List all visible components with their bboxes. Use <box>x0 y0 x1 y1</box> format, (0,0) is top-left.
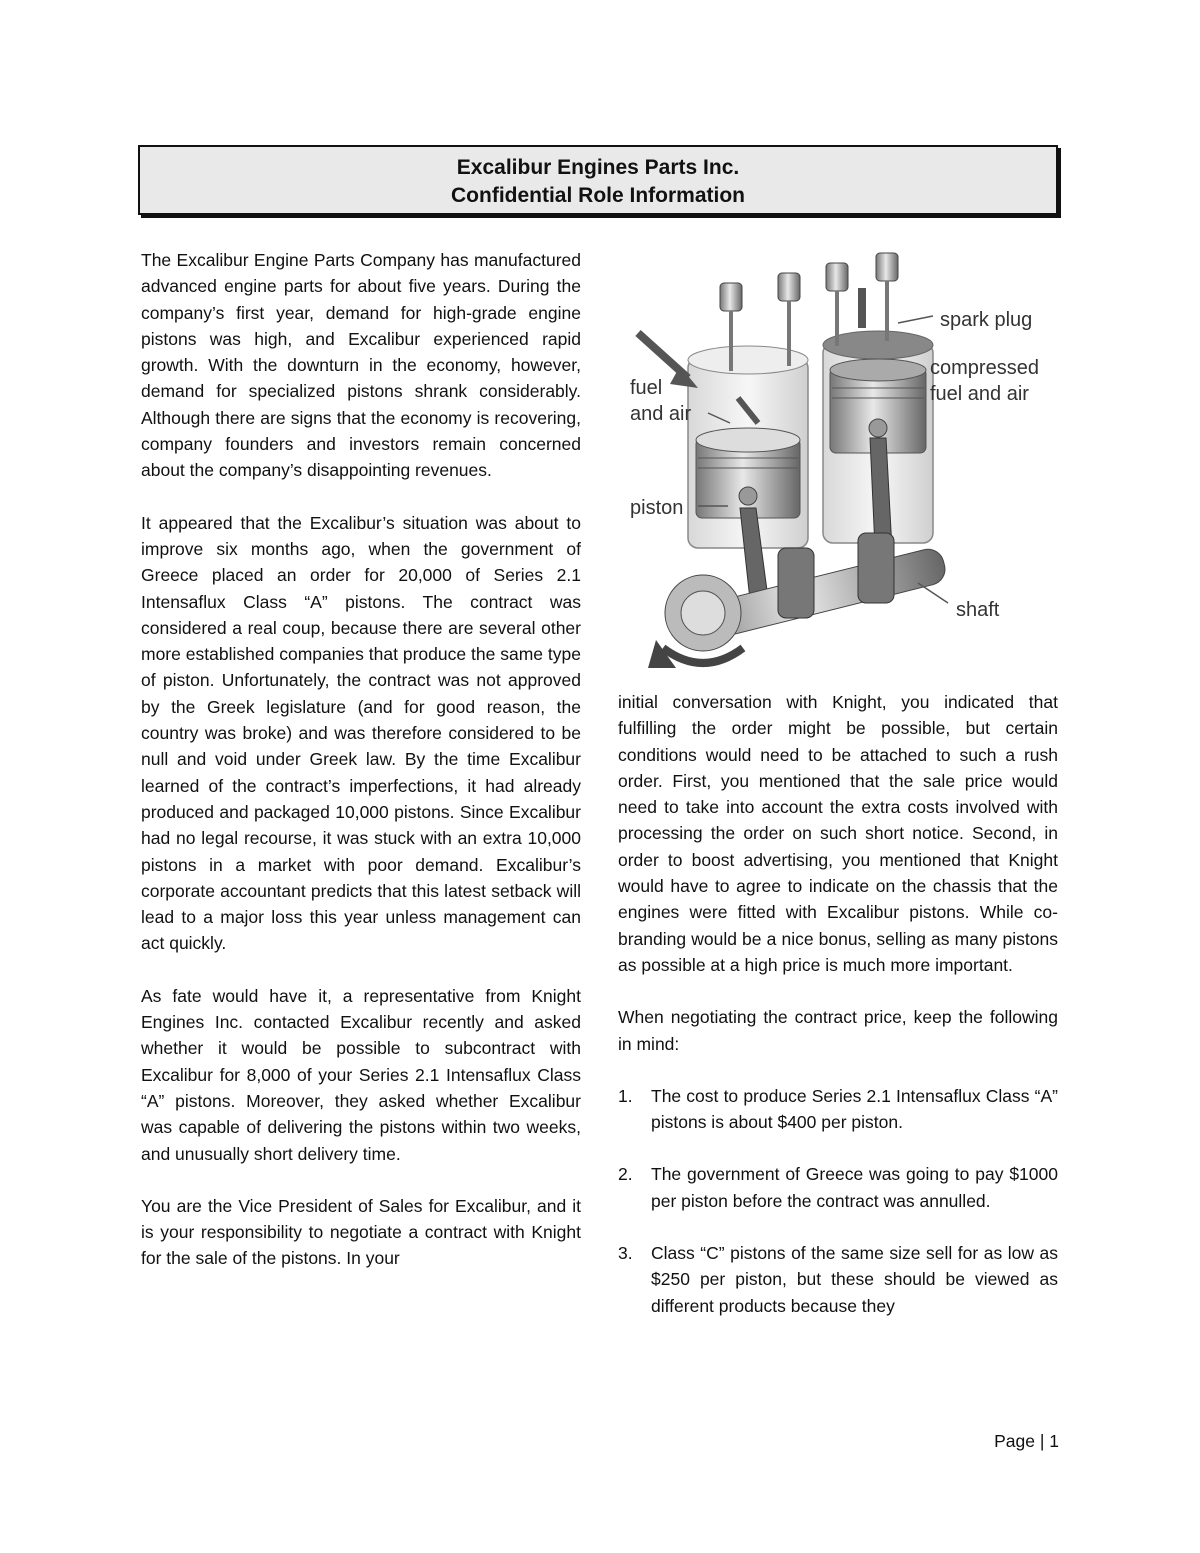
paragraph-intro: The Excalibur Engine Parts Company has manufactured advanced engine parts for about five years. During the company’s first year, demand for high-grade engine pistons was high, and Excalibur experienced rapid growth. With the downturn in the economy, however, demand for specialized pistons shrank considerably. Although there are signs that the economy is recovering, company founders and investors remain concerned about the company’s disappointing revenues. <box>141 250 581 481</box>
label-and-air: and air <box>630 403 692 425</box>
label-shaft: shaft <box>956 599 1000 621</box>
document-title: Excalibur Engines Parts Inc. <box>456 156 740 179</box>
crankshaft <box>648 533 948 668</box>
list-item <box>618 1240 1058 1319</box>
label-compressed-fuel-air: fuel and air <box>930 383 1029 405</box>
negotiation-points-list <box>618 1083 1058 1319</box>
list-item <box>618 1161 1058 1214</box>
paragraph-greece-order: It appeared that the Excalibur’s situation was about to improve six months ago, when the government of Greece placed an order for 20,000 of Series 2.1 Intensaflux Class “A” pistons. The contract was considered a real coup, because there are several other more established companies that produce the same type of piston. Unfortunately, the contract was not approved by the Greek legislature (and for good reason, the country was broke) and was therefore considered to be null and void under Greek law. By the time Excalibur learned of the contract’s imperfections, it had already produced and packaged 10,000 pistons. Since Excalibur had no legal recourse, it was stuck with an extra 10,000 pistons in a market with poor demand. Excalibur’s corporate accountant predicts that this latest setback will lead to a major loss this year unless management can act quickly. <box>141 512 581 954</box>
list-item-text: The cost to produce Series 2.1 Intensaflux Class “A” pistons is about $400 per piston. <box>651 1085 1058 1133</box>
right-column <box>618 689 1058 1345</box>
label-piston: piston <box>630 497 684 519</box>
list-item-number: 2. <box>618 1164 633 1185</box>
left-column <box>141 247 581 1298</box>
label-spark-plug: spark plug <box>940 309 1033 331</box>
paragraph-conversation: initial conversation with Knight, you indicated that fulfilling the order might be possible, but certain conditions would need to be attached to such a rush order. First, you mentioned that the sale price would need to take into account the extra costs involved with processing the order on such short notice. Second, in order to boost advertising, you mentioned that Knight would have to agree to indicate on the chassis that the engines were fitted with Excalibur pistons. While co-branding would be a nice bonus, selling as many pistons as possible at a high price is much more important. <box>618 692 1058 975</box>
document-subtitle: Confidential Role Information <box>451 184 745 207</box>
document-title-box <box>138 145 1058 215</box>
engine-diagram <box>618 248 1058 684</box>
list-item <box>618 1083 1058 1136</box>
paragraph-knight-request: As fate would have it, a representative from Knight Engines Inc. contacted Excalibur recently and asked whether it would be possible to subcontract with Excalibur for 8,000 of your Series 2.1 Intensaflux Class “A” pistons. Moreover, they asked whether Excalibur was capable of delivering the pistons within two weeks, and unusually short delivery time. <box>141 985 581 1164</box>
paragraph-role: You are the Vice President of Sales for Excalibur, and it is your responsibility to negotiate a contract with Knight for the sale of the pistons. In your <box>141 1195 581 1269</box>
paragraph-negotiation-intro: When negotiating the contract price, keep the following in mind: <box>618 1007 1058 1054</box>
label-fuel: fuel <box>630 377 663 399</box>
list-item-text: Class “C” pistons of the same size sell for as low as $250 per piston, but these should be viewed as different products because they <box>651 1243 1058 1316</box>
page-number: Page | 1 <box>994 1431 1059 1451</box>
list-item-text: The government of Greece was going to pay $1000 per piston before the contract was annulled. <box>651 1164 1058 1211</box>
label-compressed: compressed <box>930 357 1039 379</box>
list-item-number: 3. <box>618 1243 633 1264</box>
list-item-number: 1. <box>618 1085 633 1106</box>
engine-piston-illustration <box>618 248 1058 684</box>
